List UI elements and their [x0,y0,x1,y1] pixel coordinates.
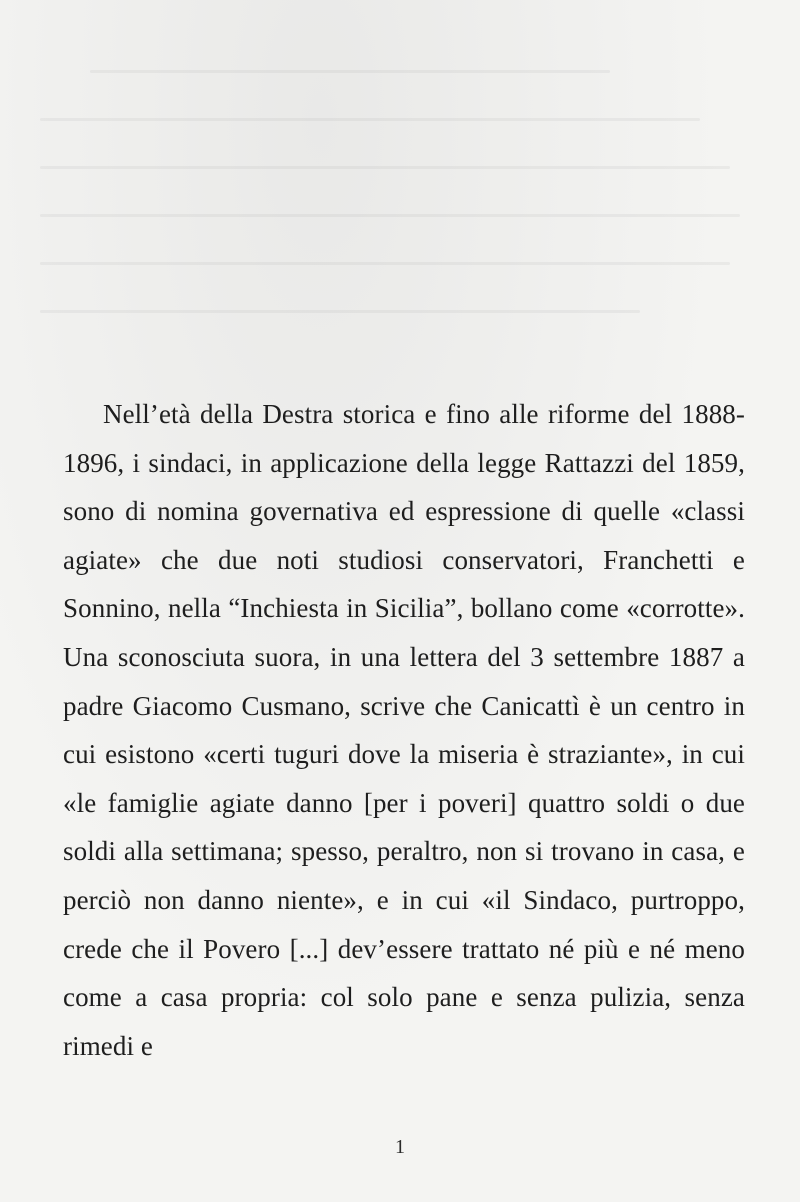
bleed-through-mark [40,310,640,313]
bleed-through-mark [40,214,740,217]
bleed-through-mark [90,70,610,73]
bleed-through-mark [40,262,730,265]
bleed-through-mark [40,166,730,169]
body-paragraph: Nell’età della Destra storica e fino alle riforme del 1888-1896, i sindaci, in applicazione della legge Rattazzi del 1859, sono di nomina governativa ed espressione di quelle «classi agiate» che due noti studiosi conservatori, Franchetti e Sonnino, nella “Inchiesta in Sicilia”, bollano come «corrotte». Una sconosciuta suora, in una lettera del 3 settembre 1887 a padre Giacomo Cusmano, scrive che Canicattì è un centro in cui esistono «certi tuguri dove la miseria è straziante», in cui «le famiglie agiate danno [per i poveri] quattro soldi o due soldi alla settimana; spesso, peraltro, non si trovano in casa, e perciò non danno niente», e in cui «il Sindaco, purtroppo, crede che il Povero [...] dev’essere trattato né più e né meno come a casa propria: col solo pane e senza pulizia, senza rimedi e [63,399,745,1061]
page-number: 1 [395,1136,405,1158]
bleed-through-mark [40,118,700,121]
